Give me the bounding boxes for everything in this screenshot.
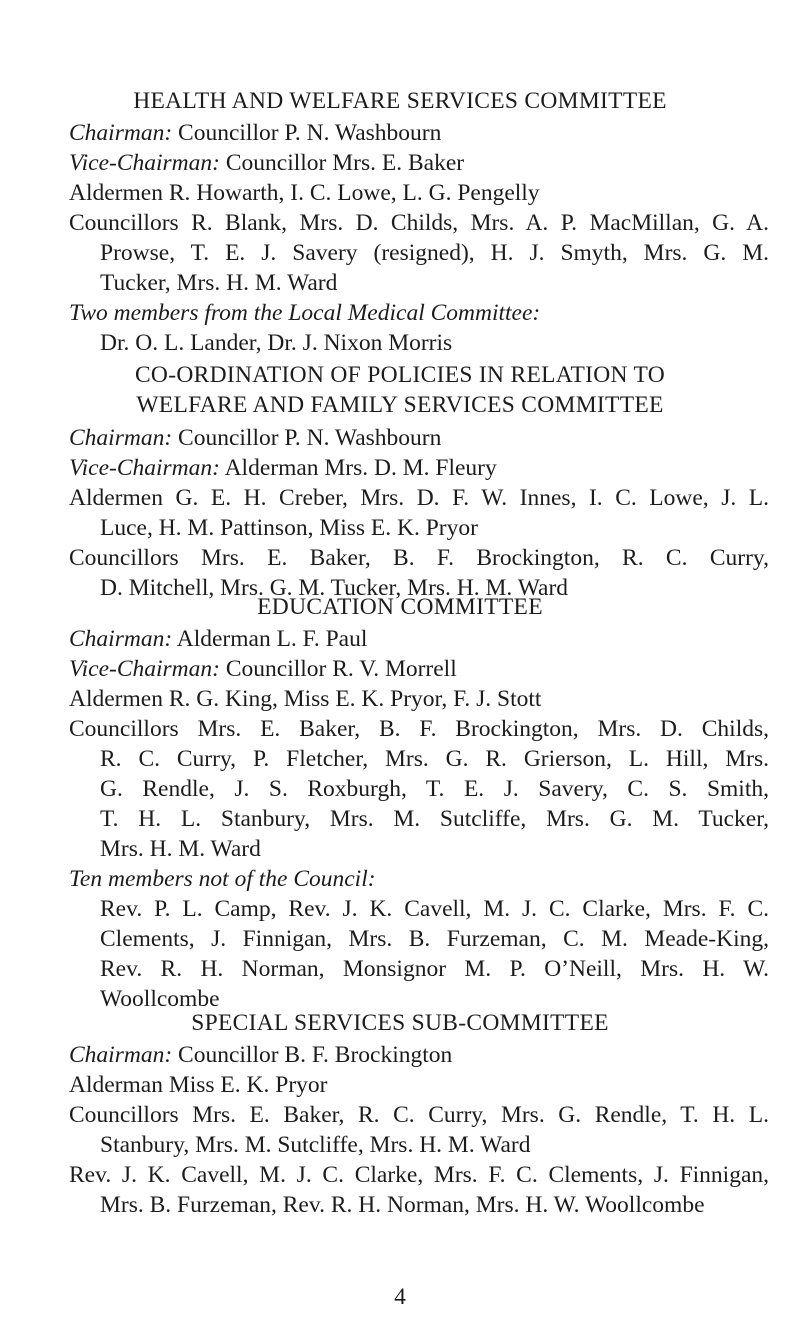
member-line: Councillors Mrs. E. Baker, B. F. Brockington, Mrs. D. Childs, xyxy=(69,716,769,742)
member-line: Rev. R. H. Norman, Monsignor M. P. O’Neill, Mrs. H. W. xyxy=(100,956,769,982)
member-line: Alderman Miss E. K. Pryor xyxy=(69,1072,328,1098)
member-line xyxy=(69,298,769,328)
section-body-coordination xyxy=(69,423,769,603)
member-line: D. Mitchell, Mrs. G. M. Tucker, Mrs. H. M. Ward xyxy=(100,575,569,601)
group-label: Ten members not of the Council: xyxy=(69,866,376,892)
heading-line: HEALTH AND WELFARE SERVICES COMMITTEE xyxy=(133,88,667,114)
group-label: Two members from the Local Medical Committee: xyxy=(69,300,541,326)
member-line: Rev. J. K. Cavell, M. J. C. Clarke, Mrs. F. C. Clements, J. Finnigan, xyxy=(69,1162,769,1188)
heading-line: WELFARE AND FAMILY SERVICES COMMITTEE xyxy=(136,392,664,418)
heading-line: EDUCATION COMMITTEE xyxy=(257,594,543,620)
member-line: Chairman: Councillor P. N. Washbourn xyxy=(69,425,442,451)
page-number: 4 xyxy=(394,1284,406,1310)
section-heading-health-welfare xyxy=(0,86,800,116)
member-line: Vice-Chairman: Alderman Mrs. D. M. Fleury xyxy=(69,455,497,481)
member-line: Councillors Mrs. E. Baker, R. C. Curry, Mrs. G. Rendle, T. H. L. xyxy=(69,1102,769,1128)
role-label: Chairman: xyxy=(69,425,173,451)
role-label: Vice-Chairman: xyxy=(69,150,220,176)
heading-line: CO-ORDINATION OF POLICIES IN RELATION TO xyxy=(134,362,666,388)
member-line: Vice-Chairman: Councillor Mrs. E. Baker xyxy=(69,150,465,176)
member-line: Mrs. B. Furzeman, Rev. R. H. Norman, Mrs. H. W. Woollcombe xyxy=(100,1192,705,1218)
role-label: Chairman: xyxy=(69,626,173,652)
member-line: Rev. P. L. Camp, Rev. J. K. Cavell, M. J. C. Clarke, Mrs. F. C. xyxy=(100,896,769,922)
section-heading-education xyxy=(0,592,800,622)
section-body-special-services xyxy=(69,1040,769,1220)
member-line: Chairman: Alderman L. F. Paul xyxy=(69,626,368,652)
member-line: G. Rendle, J. S. Roxburgh, T. E. J. Savery, C. S. Smith, xyxy=(100,776,769,802)
member-line: Stanbury, Mrs. M. Sutcliffe, Mrs. H. M. Ward xyxy=(100,1132,531,1158)
section-heading-coordination xyxy=(0,360,800,420)
member-line: Aldermen G. E. H. Creber, Mrs. D. F. W. Innes, I. C. Lowe, J. L. xyxy=(69,485,769,511)
section-body-health-welfare xyxy=(69,118,769,358)
member-line: R. C. Curry, P. Fletcher, Mrs. G. R. Grierson, L. Hill, Mrs. xyxy=(100,746,769,772)
member-line: Tucker, Mrs. H. M. Ward xyxy=(100,270,338,296)
role-label: Chairman: xyxy=(69,120,173,146)
member-line: Clements, J. Finnigan, Mrs. B. Furzeman, C. M. Meade-King, xyxy=(100,926,769,952)
member-line xyxy=(69,864,769,894)
section-body-education xyxy=(69,624,769,1014)
role-label: Chairman: xyxy=(69,1042,173,1068)
member-line: Aldermen R. G. King, Miss E. K. Pryor, F. J. Stott xyxy=(69,686,542,712)
role-label: Vice-Chairman: xyxy=(69,656,220,682)
member-line: T. H. L. Stanbury, Mrs. M. Sutcliffe, Mrs. G. M. Tucker, xyxy=(100,806,769,832)
heading-line: SPECIAL SERVICES SUB-COMMITTEE xyxy=(191,1010,609,1036)
member-line: Councillors Mrs. E. Baker, B. F. Brockington, R. C. Curry, xyxy=(69,545,769,571)
member-line: Luce, H. M. Pattinson, Miss E. K. Pryor xyxy=(100,515,478,541)
member-line: Mrs. H. M. Ward xyxy=(100,836,261,862)
member-line: Dr. O. L. Lander, Dr. J. Nixon Morris xyxy=(100,330,453,356)
member-line: Chairman: Councillor P. N. Washbourn xyxy=(69,120,442,146)
member-line: Councillors R. Blank, Mrs. D. Childs, Mrs. A. P. MacMillan, G. A. xyxy=(69,210,769,236)
member-line: Vice-Chairman: Councillor R. V. Morrell xyxy=(69,656,457,682)
section-heading-special-services xyxy=(0,1008,800,1038)
member-line: Prowse, T. E. J. Savery (resigned), H. J. Smyth, Mrs. G. M. xyxy=(100,240,769,266)
member-line: Woollcombe xyxy=(100,986,220,1012)
member-line: Chairman: Councillor B. F. Brockington xyxy=(69,1042,453,1068)
role-label: Vice-Chairman: xyxy=(69,455,220,481)
member-line: Aldermen R. Howarth, I. C. Lowe, L. G. Pengelly xyxy=(69,180,540,206)
